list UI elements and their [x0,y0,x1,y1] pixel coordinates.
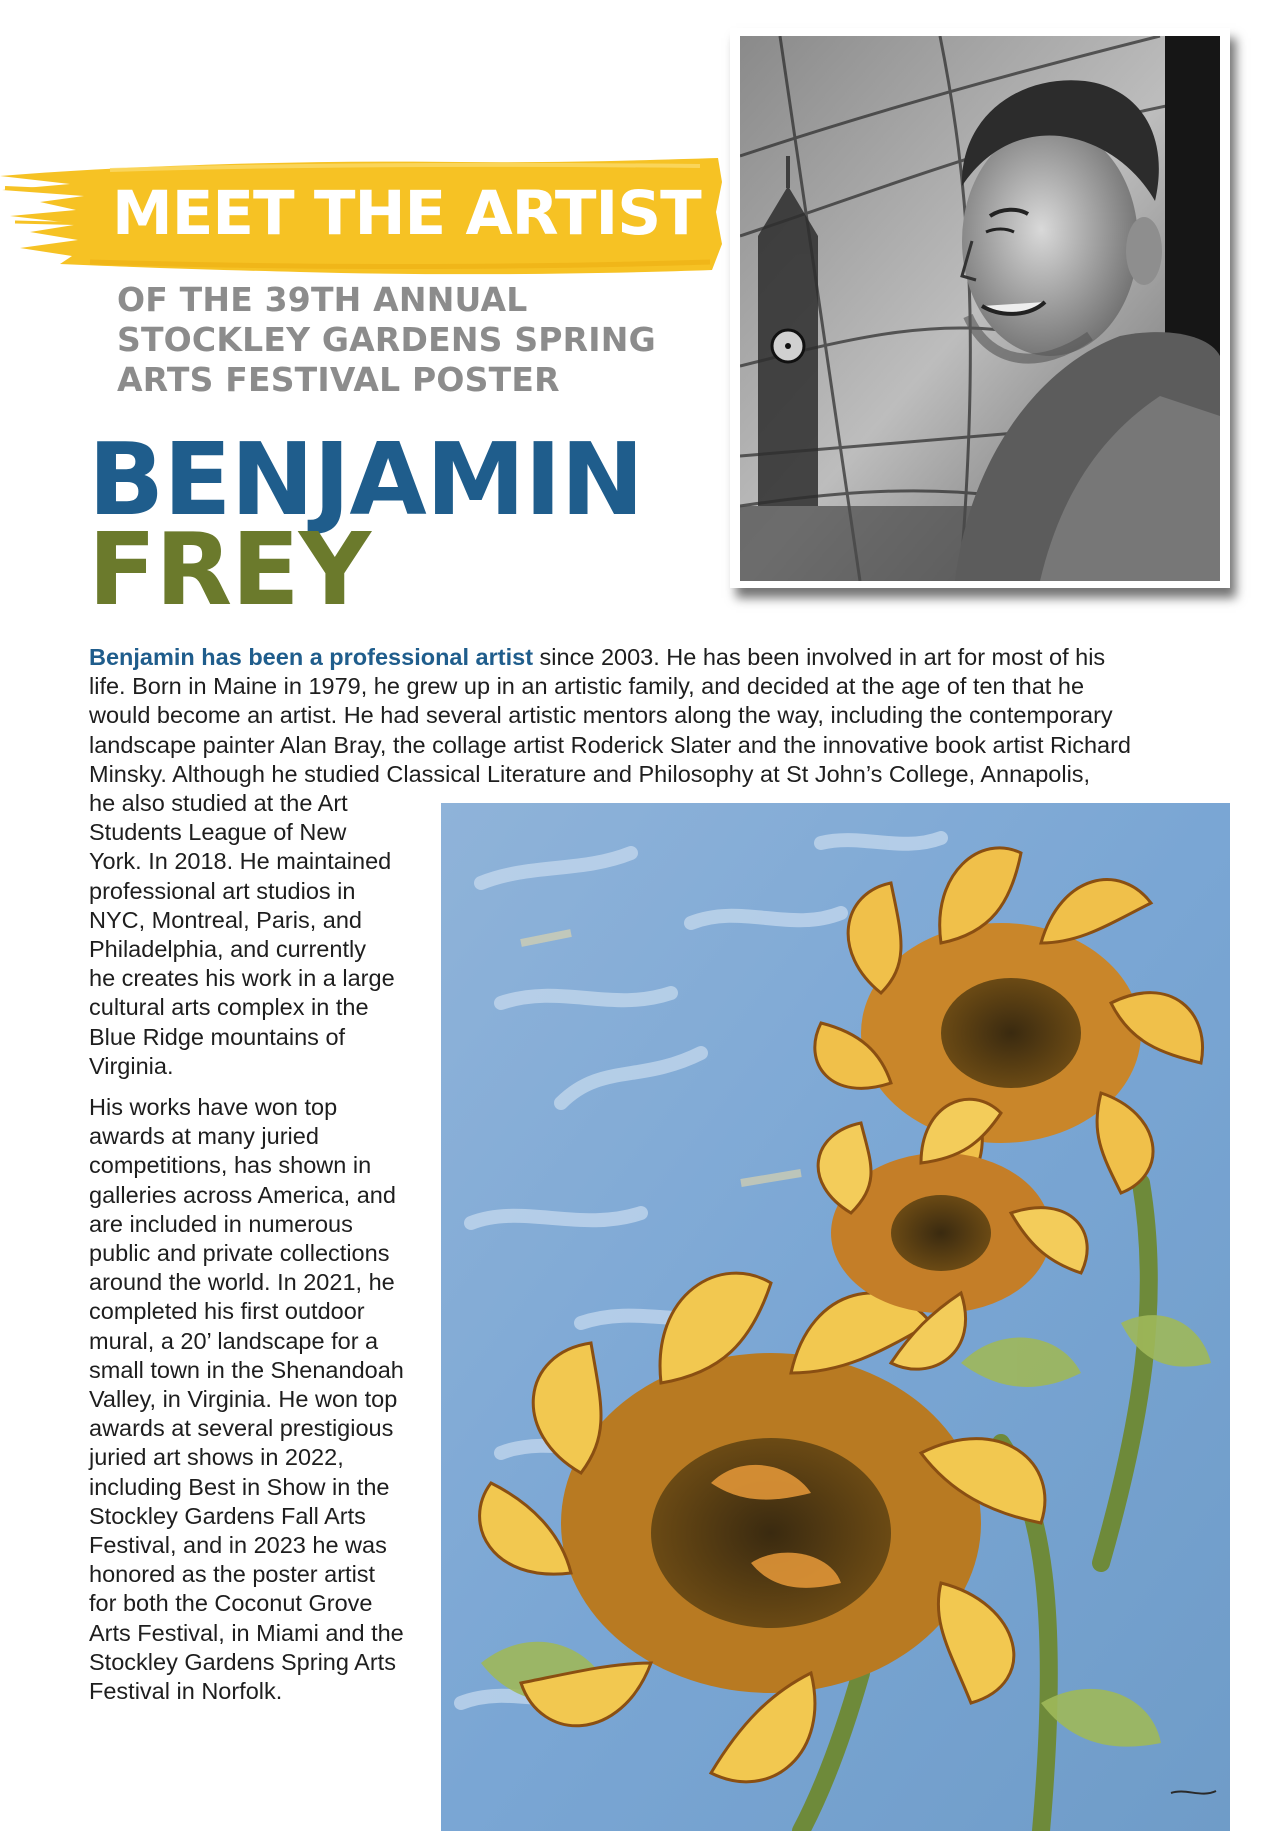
column-line: he also studied at the Art [89,790,348,816]
column-line: mural, a 20’ landscape for a [89,1327,379,1354]
subtitle-line: STOCKLEY GARDENS SPRING [117,320,656,359]
artist-portrait-photo [740,36,1220,581]
column-line: public and private collections [89,1240,390,1267]
column-line: Stockley Gardens Fall Arts [89,1502,366,1529]
intro-lead: Benjamin has been a professional artist [89,644,534,670]
column-line: Students League of New [89,819,347,846]
column-line: His works have won top [89,1094,338,1120]
column-line: Philadelphia, and currently [89,936,366,963]
column-line: Blue Ridge mountains of [89,1023,346,1050]
column-line: Virginia. [89,1052,174,1079]
intro-line: life. Born in Maine in 1979, he grew up in an artistic family, and decided at the age of ten that he [89,673,1085,700]
column-line: completed his first outdoor [89,1298,365,1325]
column-line: professional art studios in [89,877,356,904]
column-line: Festival, and in 2023 he was [89,1532,387,1559]
column-line: juried art shows in 2022, [89,1444,344,1471]
page-title: MEET THE ARTIST [112,178,701,249]
column-line: for both the Coconut Grove [89,1590,373,1617]
column-line: cultural arts complex in the [89,994,369,1021]
artist-photo-frame [730,28,1230,588]
column-line: NYC, Montreal, Paris, and [89,906,362,933]
column-line: Stockley Gardens Spring Arts [89,1648,396,1675]
column-line: York. In 2018. He maintained [89,848,392,875]
column-line: he creates his work in a large [89,965,395,992]
column-line: awards at several prestigious [89,1415,394,1442]
intro-line: since 2003. He has been involved in art for most of his [533,644,1106,670]
column-paragraph-1 [89,789,439,1081]
artist-last-name: FREY [88,511,371,628]
intro-paragraph [89,643,1229,789]
column-line: are included in numerous [89,1210,353,1237]
column-paragraph-2 [89,1093,439,1706]
column-line: small town in the Shenandoah [89,1356,404,1383]
intro-line: would become an artist. He had several artistic mentors along the way, including the contemporary [89,702,1113,729]
intro-line: Minsky. Although he studied Classical Literature and Philosophy at St John’s College, Annapolis, [89,760,1091,787]
subtitle [117,280,717,400]
column-line: including Best in Show in the [89,1473,390,1500]
sunflower-painting-image [441,803,1230,1831]
column-line: Festival in Norfolk. [89,1678,283,1705]
column-line: Arts Festival, in Miami and the [89,1619,404,1646]
artist-first-name: BENJAMIN [88,421,644,538]
column-line: competitions, has shown in [89,1152,372,1179]
subtitle-line: OF THE 39TH ANNUAL [117,280,528,319]
column-line: Valley, in Virginia. He won top [89,1386,398,1413]
column-line: awards at many juried [89,1123,319,1150]
sunflower-painting [441,803,1230,1831]
column-line: honored as the poster artist [89,1561,376,1588]
intro-line: landscape painter Alan Bray, the collage artist Roderick Slater and the innovative book artist Richard [89,731,1131,758]
subtitle-line: ARTS FESTIVAL POSTER [117,360,560,399]
column-line: around the world. In 2021, he [89,1269,395,1296]
column-line: galleries across America, and [89,1181,396,1208]
